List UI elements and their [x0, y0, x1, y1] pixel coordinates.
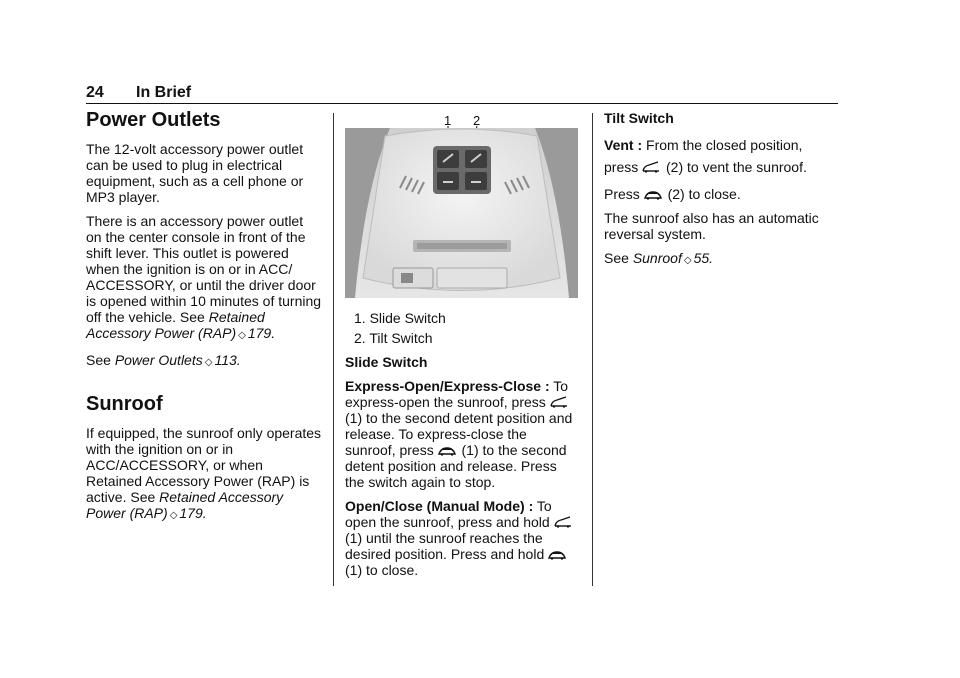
sunroof-see-also: See Sunroof ◇ 55.: [604, 250, 714, 266]
auto-reversal-paragraph: The sunroof also has an automatic reversal system.: [604, 210, 819, 242]
figure-legend: [345, 310, 580, 346]
power-outlets-link[interactable]: Power Outlets: [114, 352, 203, 368]
slide-switch-heading: Slide Switch: [345, 354, 428, 370]
page-number: 24: [86, 84, 104, 101]
sunroof-close-icon: [438, 444, 456, 456]
power-outlets-see-also: See Power Outlets ◇ 113.: [86, 352, 241, 368]
manual-mode-paragraph: Open/Close (Manual Mode) : To open the sunroof, press and hold (1) until the sunroof reaches the desired position. Press and hold (1) to close.: [345, 498, 580, 578]
legend-item-tilt-switch: 2. Tilt Switch: [354, 330, 433, 346]
sunroof-page-ref[interactable]: 55: [693, 250, 710, 266]
tilt-close-icon: [644, 188, 662, 200]
rap-link[interactable]: Retained Accessory Power (RAP): [86, 309, 265, 341]
sunroof-link[interactable]: Sunroof: [632, 250, 682, 266]
callout-2: 2: [473, 113, 481, 128]
power-outlets-location: There is an accessory power outlet on the center console in front of the shift lever. This outlet is powered when the ignition is on or in ACC/ ACCESSORY, or until the driver door is opened within 10 minutes of turning off the vehicle. See Retained Accessory Power (RAP) ◇ 179.: [86, 213, 322, 341]
overhead-console-photo: [345, 128, 578, 298]
rap-page-ref[interactable]: 179: [247, 325, 272, 341]
column-divider-2: [592, 113, 593, 586]
sunroof-close-icon: [548, 548, 566, 560]
page-arrow-icon: ◇: [204, 357, 213, 368]
sunroof-rap-page-ref[interactable]: 179: [179, 505, 203, 521]
express-open-close-paragraph: Express-Open/Express-Close : To express-open the sunroof, press (1) to the second detent position and release. To express-close the sunroof, press (1) to the second detent position and release. Press the switch again to stop.: [345, 378, 573, 490]
sunroof-open-icon: [550, 396, 568, 408]
section-title: In Brief: [136, 84, 192, 101]
legend-item-slide-switch: 1. Slide Switch: [354, 310, 446, 326]
tilt-switch-heading: Tilt Switch: [604, 110, 674, 126]
tilt-close-paragraph: Press (2) to close.: [604, 186, 741, 202]
page-header: [86, 84, 838, 104]
column-right: [604, 110, 839, 277]
sunroof-heading: Sunroof: [86, 393, 163, 415]
sunroof-open-icon: [554, 516, 572, 528]
page-arrow-icon: ◇: [683, 255, 692, 266]
column-divider-1: [333, 113, 334, 586]
vent-paragraph: Vent : From the closed position, press (2) to vent the sunroof.: [604, 137, 807, 175]
power-outlets-intro: The 12-volt accessory power outlet can be used to plug in electrical equipment, such as a cell phone or MP3 player.: [86, 141, 304, 205]
power-outlets-heading: Power Outlets: [86, 109, 221, 131]
power-outlets-page-ref[interactable]: 113: [214, 352, 237, 368]
sunroof-intro: If equipped, the sunroof only operates with the ignition on or in ACC/ACCESSORY, or when Retained Accessory Power (RAP) is active. See Retained Accessory Power (RAP) ◇ 179.: [86, 425, 322, 521]
column-left: [86, 109, 322, 532]
sunroof-rap-link[interactable]: Retained Accessory Power (RAP): [86, 489, 284, 521]
tilt-open-icon: [642, 161, 660, 173]
page-arrow-icon: ◇: [238, 330, 246, 341]
page-arrow-icon: ◇: [169, 510, 178, 521]
callout-1: 1: [444, 113, 452, 128]
column-middle: [345, 110, 580, 586]
